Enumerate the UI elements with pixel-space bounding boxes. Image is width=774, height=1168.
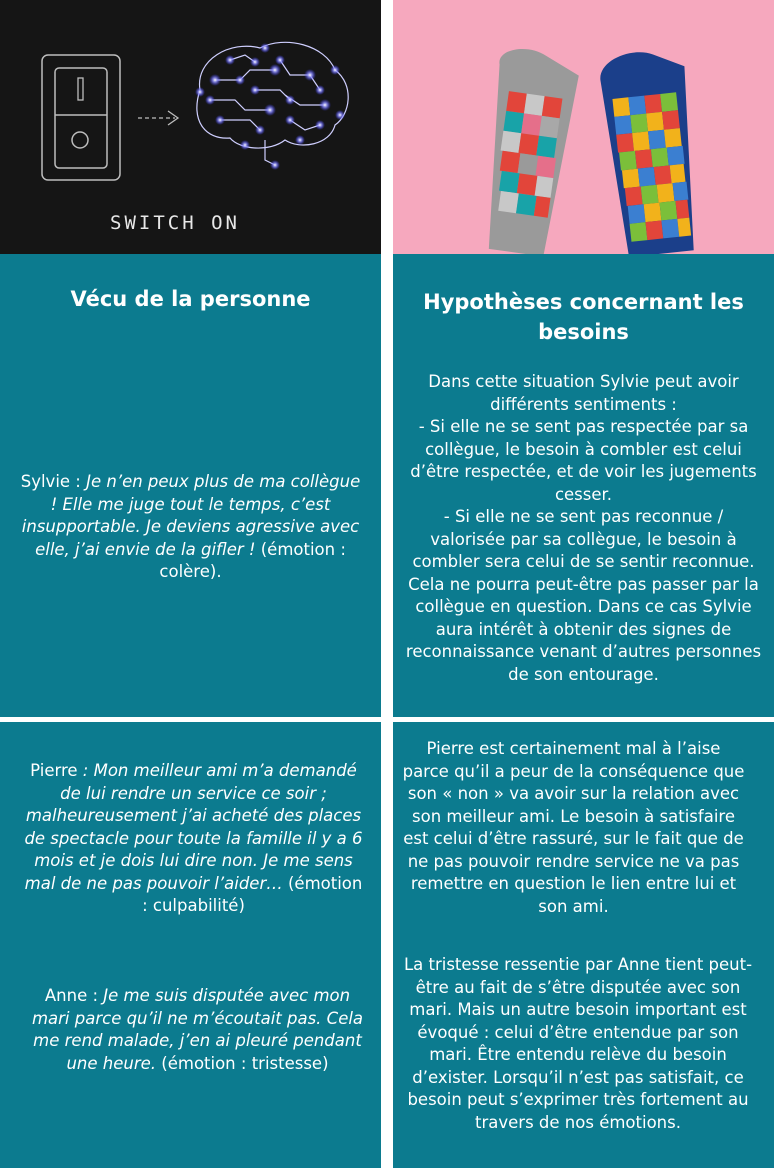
sylvie-emotion: (émotion : colère). [159, 539, 346, 581]
pierre-hypothesis: Pierre est certainement mal à l’aise parce qu’il a peur de la conséquence que son « non » va avoir sur la relation avec son meilleur ami. Le besoin à satisfaire est celui d’être rassuré, sur le fait que de ne pas pouvoir rendre service ne va pas remettre en question le lien entre lui et son ami. [402, 739, 745, 916]
anne-testimony [25, 985, 370, 1075]
anne-name: Anne : [44, 986, 104, 1005]
pierre-name: Pierre [30, 761, 78, 780]
panel-right-top [393, 254, 774, 717]
anne-emotion: (émotion : tristesse) [156, 1053, 329, 1073]
pierre-emotion: (émotion : culpabilité) [142, 873, 363, 915]
panel-left-bottom [0, 722, 381, 1168]
column-heading-right: Hypothèses concernant les besoins [423, 290, 744, 344]
switch-on-caption: SWITCH ON [110, 212, 240, 234]
sylvie-quote: Je n’en peux plus de ma collègue ! Elle me juge tout le temps, c’est insupportable. Je deviens agressive avec elle, j’ai envie de la gifler ! [21, 472, 361, 559]
colorful-socks-icon [393, 0, 774, 254]
column-heading-left: Vécu de la personne [70, 287, 311, 311]
panel-right-bottom [393, 722, 774, 1168]
socks-image [393, 0, 774, 254]
sylvie-hypothesis: Dans cette situation Sylvie peut avoir différents sentiments : - Si elle ne se sent pas respectée par sa collègue, le besoin à combler est celui d’être respectée, et de voir les jugements cesser. - Si elle ne se sent pas reconnue / valorisée par sa collègue, le besoin à combler sera celui de se sentir reconnue. Cela ne pourra peut-être pas passer par la collègue en question. Dans ce cas Sylvie aura intérêt à obtenir des signes de reconnaissance venant d’autres personnes de son entourage. [405, 372, 762, 684]
panel-left-top [0, 254, 381, 717]
sylvie-testimony [18, 471, 363, 584]
sylvie-name: Sylvie : [20, 472, 87, 491]
pierre-quote: : Mon meilleur ami m’a demandé de lui rendre un service ce soir ; malheureusement j’ai acheté des places de spectacle pour toute la famille il y a 6 mois et je dois lui dire non. Je me sens mal de ne pas pouvoir l’aider… [24, 761, 363, 893]
pierre-testimony [20, 760, 367, 918]
switch-on-image [0, 0, 381, 254]
anne-hypothesis: La tristesse ressentie par Anne tient peut-être au fait de s’être disputée avec son mari. Mais un autre besoin important est évoqué : celui d’être entendue par son mari. Être entendu relève du besoin d’exister. Lorsqu’il n’est pas satisfait, ce besoin peut s’exprimer très fortement au travers de nos émotions. [403, 955, 753, 1132]
anne-quote: Je me suis disputée avec mon mari parce qu’il ne m’écoutait pas. Cela me rend malade, j’en ai pleuré pendant une heure. [31, 986, 364, 1073]
